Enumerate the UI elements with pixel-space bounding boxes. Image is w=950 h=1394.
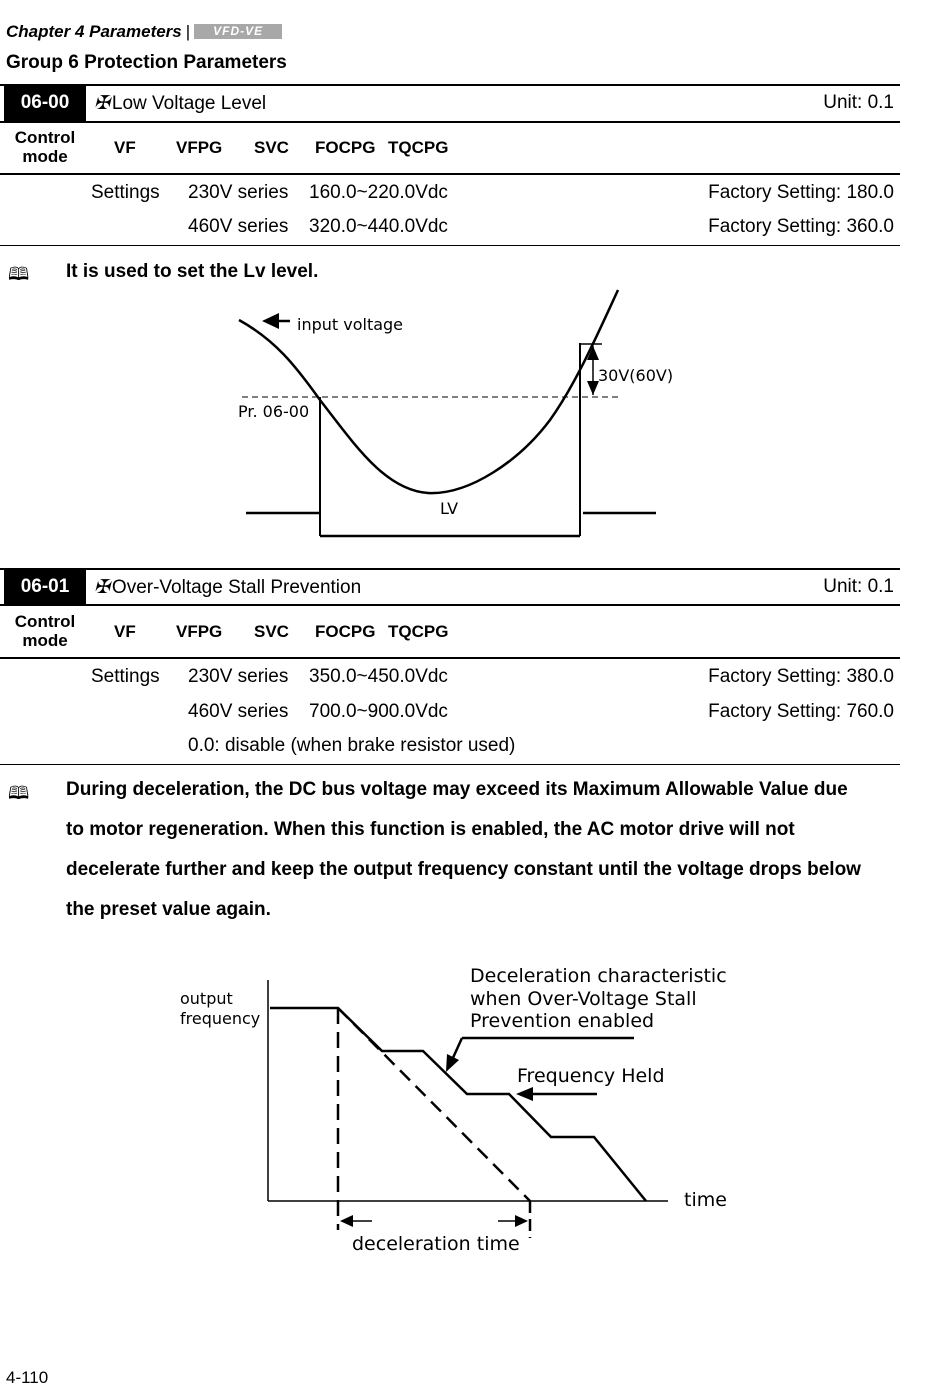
factory-setting-230v: Factory Setting: 380.0 — [708, 666, 894, 687]
range-230v: 160.0~220.0Vdc — [309, 182, 448, 203]
description-line: to motor regeneration. When this function is enabled, the AC motor drive will not — [66, 819, 795, 840]
mode-focpg: FOCPG — [315, 622, 376, 641]
param-unit: Unit: 0.1 — [823, 92, 894, 113]
description-06-00: It is used to set the Lv level. — [66, 261, 319, 282]
delta-voltage-label: 30V(60V) — [598, 366, 674, 385]
series-230v: 230V series — [188, 666, 289, 687]
page-number: 4-110 — [6, 1368, 49, 1387]
param-name: Low Voltage Level — [111, 93, 267, 114]
series-460v: 460V series — [188, 216, 289, 237]
factory-setting-460v: Factory Setting: 760.0 — [708, 701, 894, 722]
param-title-06-00 — [94, 92, 266, 115]
mode-focpg: FOCPG — [315, 138, 376, 157]
param-code-06-00: 06-00 — [4, 85, 86, 121]
lv-label: LV — [440, 499, 459, 518]
control-mode-label — [10, 128, 80, 166]
pr-06-00-label: Pr. 06-00 — [238, 402, 310, 421]
mode-vf: VF — [114, 622, 136, 641]
vfd-ve-logo: VFD-VE — [194, 24, 282, 39]
description-line: decelerate further and keep the output frequency constant until the voltage drops below — [66, 859, 861, 880]
decel-arrow-left-icon — [340, 1215, 353, 1227]
pen-icon: ✠ — [94, 577, 110, 598]
range-460v: 320.0~440.0Vdc — [309, 216, 448, 237]
divider — [0, 121, 900, 123]
mode-svc: SVC — [254, 622, 289, 641]
x-axis-label: time — [684, 1189, 727, 1211]
mode-tqcpg: TQCPG — [388, 138, 449, 157]
factory-setting-460v: Factory Setting: 360.0 — [708, 216, 894, 237]
factory-setting-230v: Factory Setting: 180.0 — [708, 182, 894, 203]
y-axis-label-line2: frequency — [180, 1009, 261, 1028]
description-line: the preset value again. — [66, 899, 271, 920]
header-separator: | — [185, 22, 191, 41]
book-icon: 🕮 — [8, 264, 30, 284]
param-title-06-01 — [94, 576, 361, 599]
settings-label: Settings — [91, 666, 160, 687]
divider — [0, 173, 900, 175]
decel-arrow-right-icon — [515, 1215, 528, 1227]
low-voltage-diagram — [0, 280, 950, 555]
characteristic-label-line3: Prevention enabled — [470, 1010, 655, 1032]
divider — [0, 568, 900, 570]
characteristic-label-line2: when Over-Voltage Stall — [470, 988, 697, 1010]
divider — [0, 657, 900, 659]
mode-vfpg: VFPG — [176, 622, 223, 641]
y-axis-label-line1: output — [180, 989, 233, 1008]
description-line: During deceleration, the DC bus voltage may exceed its Maximum Allowable Value due — [66, 779, 848, 800]
characteristic-pointer-stem — [452, 1038, 462, 1060]
control-mode-line: Control — [14, 128, 76, 147]
range-460v: 700.0~900.0Vdc — [309, 701, 448, 722]
pen-icon: ✠ — [94, 93, 110, 114]
group-title: Group 6 Protection Parameters — [6, 52, 287, 73]
disable-setting: 0.0: disable (when brake resistor used) — [188, 735, 516, 756]
voltage-curve — [239, 290, 618, 493]
description-06-01 — [66, 770, 926, 930]
divider — [0, 764, 900, 765]
chapter-title: Chapter 4 Parameters — [6, 22, 182, 41]
chapter-header — [6, 22, 282, 42]
book-icon: 🕮 — [8, 783, 30, 803]
divider — [0, 84, 900, 86]
frequency-held-arrow-icon — [516, 1087, 533, 1101]
deceleration-time-label: deceleration time — [352, 1233, 520, 1255]
characteristic-label-line1: Deceleration characteristic — [470, 965, 727, 987]
param-code-06-01: 06-01 — [4, 569, 86, 605]
settings-label: Settings — [91, 182, 160, 203]
range-230v: 350.0~450.0Vdc — [309, 666, 448, 687]
divider — [0, 604, 900, 606]
mode-vfpg: VFPG — [176, 138, 223, 157]
mode-tqcpg: TQCPG — [388, 622, 449, 641]
control-mode-line: mode — [22, 631, 68, 650]
param-unit: Unit: 0.1 — [823, 576, 894, 597]
series-460v: 460V series — [188, 701, 289, 722]
stall-prevention-diagram — [0, 950, 950, 1270]
param-name: Over-Voltage Stall Prevention — [111, 577, 362, 598]
mode-vf: VF — [114, 138, 136, 157]
control-mode-line: Control — [14, 612, 76, 631]
control-mode-label — [10, 612, 80, 650]
series-230v: 230V series — [188, 182, 289, 203]
input-voltage-arrow-icon — [262, 313, 279, 329]
frequency-held-label: Frequency Held — [517, 1065, 665, 1087]
mode-svc: SVC — [254, 138, 289, 157]
control-mode-line: mode — [22, 147, 68, 166]
divider — [0, 245, 900, 246]
input-voltage-label: input voltage — [297, 315, 404, 334]
